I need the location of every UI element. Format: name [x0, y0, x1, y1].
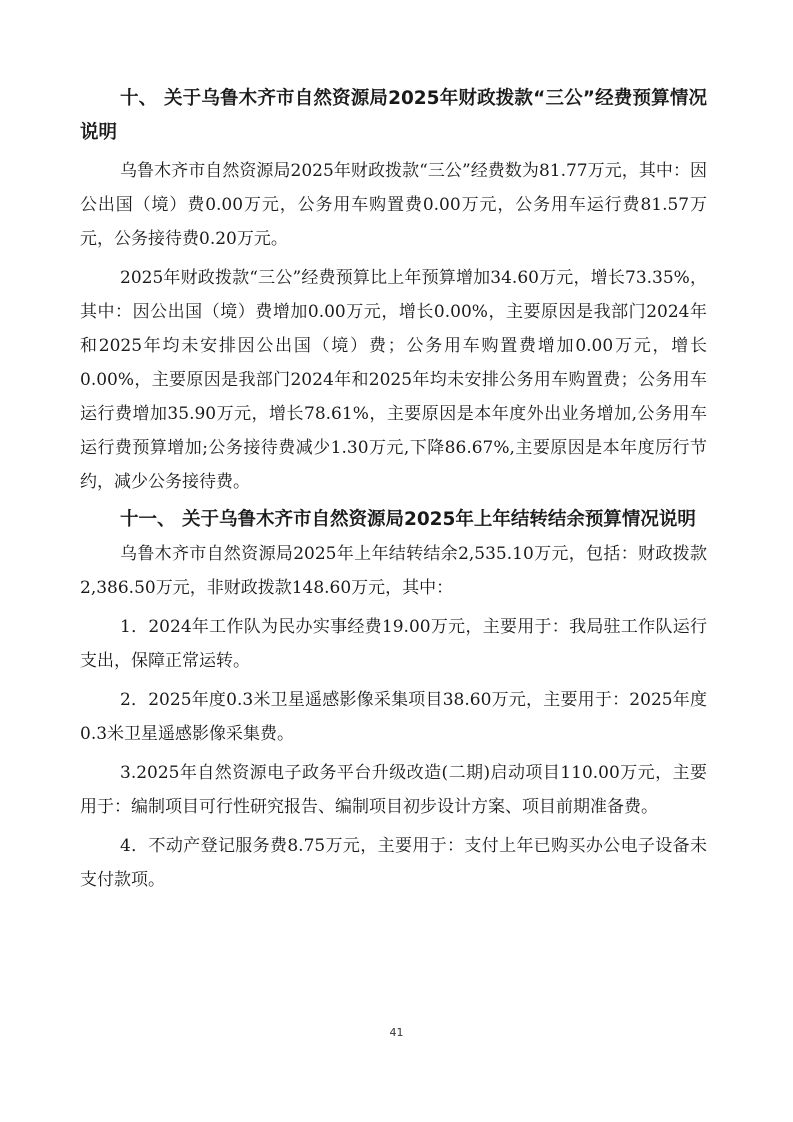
section-11-paragraph-1: 乌鲁木齐市自然资源局2025年上年结转结余2,535.10万元，包括：财政拨款2,386.50万元，非财政拨款148.60万元，其中： — [80, 544, 707, 598]
list-item-3: 3.2025年自然资源电子政务平台升级改造(二期)启动项目110.00万元，主要用于：编制项目可行性研究报告、编制项目初步设计方案、项目前期准备费。 — [80, 763, 707, 817]
page-number: 41 — [389, 1026, 404, 1039]
section-10-heading: 十、 关于乌鲁木齐市自然资源局2025年财政拨款“三公”经费预算情况说明 — [80, 88, 707, 143]
section-10-paragraph-2: 2025年财政拨款“三公”经费预算比上年预算增加34.60万元，增长73.35%，其中：因公出国（境）费增加0.00万元，增长0.00%，主要原因是我部门2024年和2025年均未安排因公出国（境）费；公务用车购置费增加0.00万元，增长0.00%，主要原因是我部门2024年和2025年均未安排公务用车购置费；公务用车运行费增加35.90万元，增长78.61%，主要原因是本年度外出业务增加,公务用车运行费预算增加;公务接待费减少1.30万元,下降86.67%,主要原因是本年度厉行节约，减少公务接待费。 — [80, 268, 707, 492]
list-item-4: 4．不动产登记服务费8.75万元，主要用于：支付上年已购买办公电子设备未支付款项。 — [80, 836, 707, 890]
list-item-1: 1．2024年工作队为民办实事经费19.00万元，主要用于：我局驻工作队运行支出，保障正常运转。 — [80, 617, 707, 671]
section-11-heading: 十一、 关于乌鲁木齐市自然资源局2025年上年结转结余预算情况说明 — [120, 509, 696, 530]
section-10-paragraph-1: 乌鲁木齐市自然资源局2025年财政拨款“三公”经费数为81.77万元，其中：因公出国（境）费0.00万元，公务用车购置费0.00万元，公务用车运行费81.57万元，公务接待费0.20万元。 — [80, 161, 707, 249]
list-item-2: 2．2025年度0.3米卫星遥感影像采集项目38.60万元，主要用于：2025年度0.3米卫星遥感影像采集费。 — [80, 690, 707, 744]
